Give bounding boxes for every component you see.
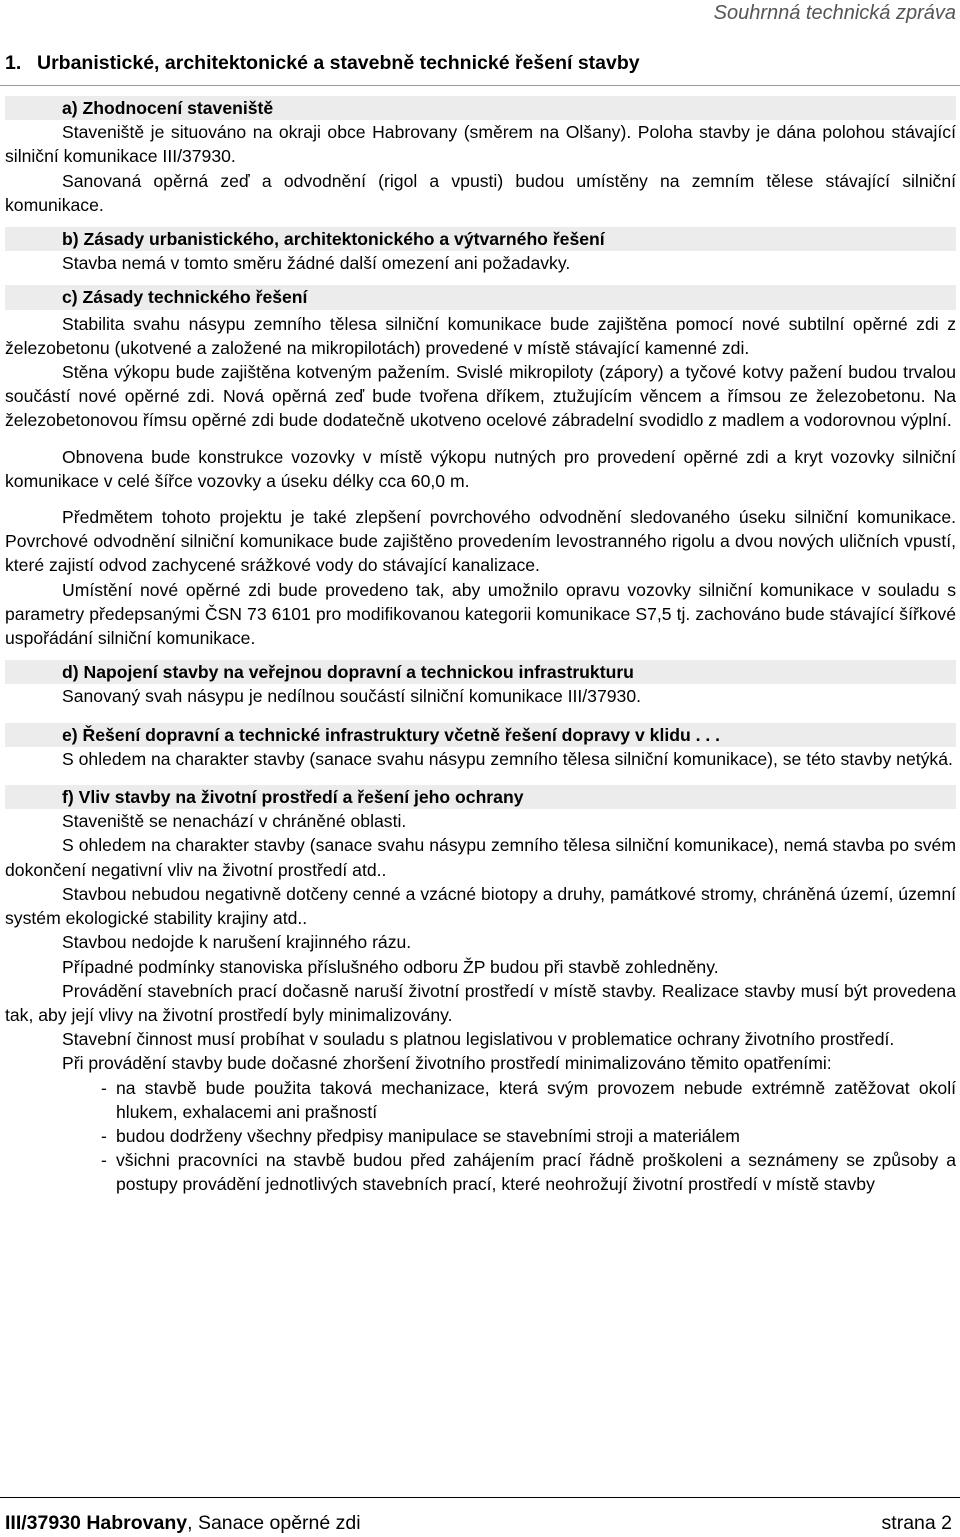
page-number: strana 2	[881, 1512, 952, 1534]
section-d-heading: d) Napojení stavby na veřejnou dopravní a technickou infrastrukturu	[5, 660, 956, 684]
section-f-paragraph: Provádění stavebních prací dočasně naruší životní prostředí v místě stavby. Realizace stavby musí být provedena tak, aby její vlivy na životní prostředí byly minimalizovány.	[5, 980, 956, 1025]
section-c-paragraph: Předmětem tohoto projektu je také zlepšení povrchového odvodnění sledovaného úseku silniční komunikace. Povrchové odvodnění silniční komunikace bude zajištěno provedením levostranného rigolu a dvou nových uličních vpustí, které zajistí odvod zachycené srážkové vody do stávající kanalizace.	[5, 507, 956, 576]
section-c-heading: c) Zásady technického řešení	[5, 285, 956, 309]
section-f-paragraph: Staveniště se nenachází v chráněné oblasti.	[62, 811, 407, 832]
list-item	[5, 1124, 956, 1148]
mitigation-list	[5, 1076, 956, 1197]
section-b-paragraph: Stavba nemá v tomto směru žádné další omezení ani požadavky.	[62, 253, 571, 274]
footer-project-code: III/37930 Habrovany	[5, 1512, 188, 1534]
section-e-heading: e) Řešení dopravní a technické infrastruktury včetně řešení dopravy v klidu . . .	[5, 723, 956, 747]
section-f-paragraph: Případné podmínky stanoviska příslušného odboru ŽP budou při stavbě zohledněny.	[62, 956, 719, 977]
section-b-heading: b) Zásady urbanistického, architektonického a výtvarného řešení	[5, 227, 956, 251]
list-item-text: na stavbě bude použita taková mechanizace, která svým provozem nebude extrémně zatěžovat okolí hlukem, exhalacemi ani prašností	[116, 1077, 956, 1122]
section-e-paragraph: S ohledem na charakter stavby (sanace svahu násypu zemního tělesa silniční komunikace), se této stavby netýká.	[62, 748, 953, 769]
bullet-dash: -	[101, 1150, 107, 1171]
bullet-dash: -	[101, 1077, 107, 1098]
running-header: Souhrnná technická zpráva	[713, 2, 956, 24]
section-c-paragraph: Umístění nové opěrné zdi bude provedeno tak, aby umožnilo opravu vozovky silniční komunikace v souladu s parametry předepsanými ČSN 73 6101 pro modifikovanou kategorii komunikace S7,5 tj. zachováno bude stávající šířkové uspořádání silniční komunikace.	[5, 579, 956, 649]
chapter-heading	[5, 50, 640, 76]
footer-project	[5, 1510, 361, 1536]
section-f-heading: f) Vliv stavby na životní prostředí a řešení jeho ochrany	[5, 785, 956, 809]
section-a-heading: a) Zhodnocení staveniště	[5, 96, 956, 120]
list-item-text: budou dodrženy všechny předpisy manipulace se stavebními stroji a materiálem	[116, 1125, 740, 1146]
section-f-paragraph: Stavbou nedojde k narušení krajinného rázu.	[62, 932, 412, 953]
chapter-title: Urbanistické, architektonické a stavebně technické řešení stavby	[37, 52, 640, 74]
section-f-paragraph: Stavební činnost musí probíhat v souladu s platnou legislativou v problematice ochrany životního prostředí.	[62, 1029, 895, 1050]
section-f-paragraph: S ohledem na charakter stavby (sanace svahu násypu zemního tělesa silniční komunikace), nemá stavba po svém dokončení negativní vliv na životní prostředí atd..	[5, 835, 956, 880]
footer-divider	[0, 1497, 960, 1498]
section-f-paragraph: Při provádění stavby bude dočasné zhoršení životního prostředí minimalizováno těmito opatřeními:	[62, 1053, 832, 1074]
section-d-paragraph: Sanovaný svah násypu je nedílnou součástí silniční komunikace III/37930.	[62, 686, 641, 707]
document-body	[5, 96, 956, 1197]
list-item-text: všichni pracovníci na stavbě budou před zahájením prací řádně proškoleni a seznámeny se způsoby a postupy provádění jednotlivých stavebních prací, které neohrožují životní prostředí v místě stavby	[116, 1150, 956, 1195]
chapter-number: 1.	[5, 52, 22, 74]
section-a-paragraph: Sanovaná opěrná zeď a odvodnění (rigol a vpusti) budou umístěny na zemním tělese stávající silniční komunikace.	[5, 170, 956, 215]
footer-project-name: , Sanace opěrné zdi	[187, 1512, 361, 1534]
section-a-paragraph: Staveniště je situováno na okraji obce Habrovany (směrem na Olšany). Poloha stavby je dána polohou stávající silniční komunikace III/37930.	[5, 122, 956, 167]
section-f-paragraph: Stavbou nebudou negativně dotčeny cenné a vzácné biotopy a druhy, památkové stromy, chráněná území, územní systém ekologické stability krajiny atd..	[5, 883, 956, 929]
section-c-paragraph: Stěna výkopu bude zajištěna kotveným pažením. Svislé mikropiloty (zápory) a tyčové kotvy pažení budou trvalou součástí nové opěrné zdi. Nová opěrná zeď bude tvořena dříkem, ztužujícím věncem a římsou ze železobetonu. Na železobetonovou římsu opěrné zdi bude dodatečně ukotveno ocelové zábradelní svodidlo z madlem a vodorovnou výplní.	[5, 362, 956, 431]
bullet-dash: -	[101, 1125, 107, 1146]
section-c-paragraph: Obnovena bude konstrukce vozovky v místě výkopu nutných pro provedení opěrné zdi a kryt vozovky silniční komunikace v celé šířce vozovky a úseku délky cca 60,0 m.	[5, 446, 956, 491]
list-item	[5, 1076, 956, 1124]
list-item	[5, 1148, 956, 1196]
section-c-paragraph: Stabilita svahu násypu zemního tělesa silniční komunikace bude zajištěna pomocí nové subtilní opěrné zdi z železobetonu (ukotvené a založené na mikropilotách) provedené v místě stávající kamenné zdi.	[5, 313, 956, 358]
heading-divider	[0, 85, 960, 86]
